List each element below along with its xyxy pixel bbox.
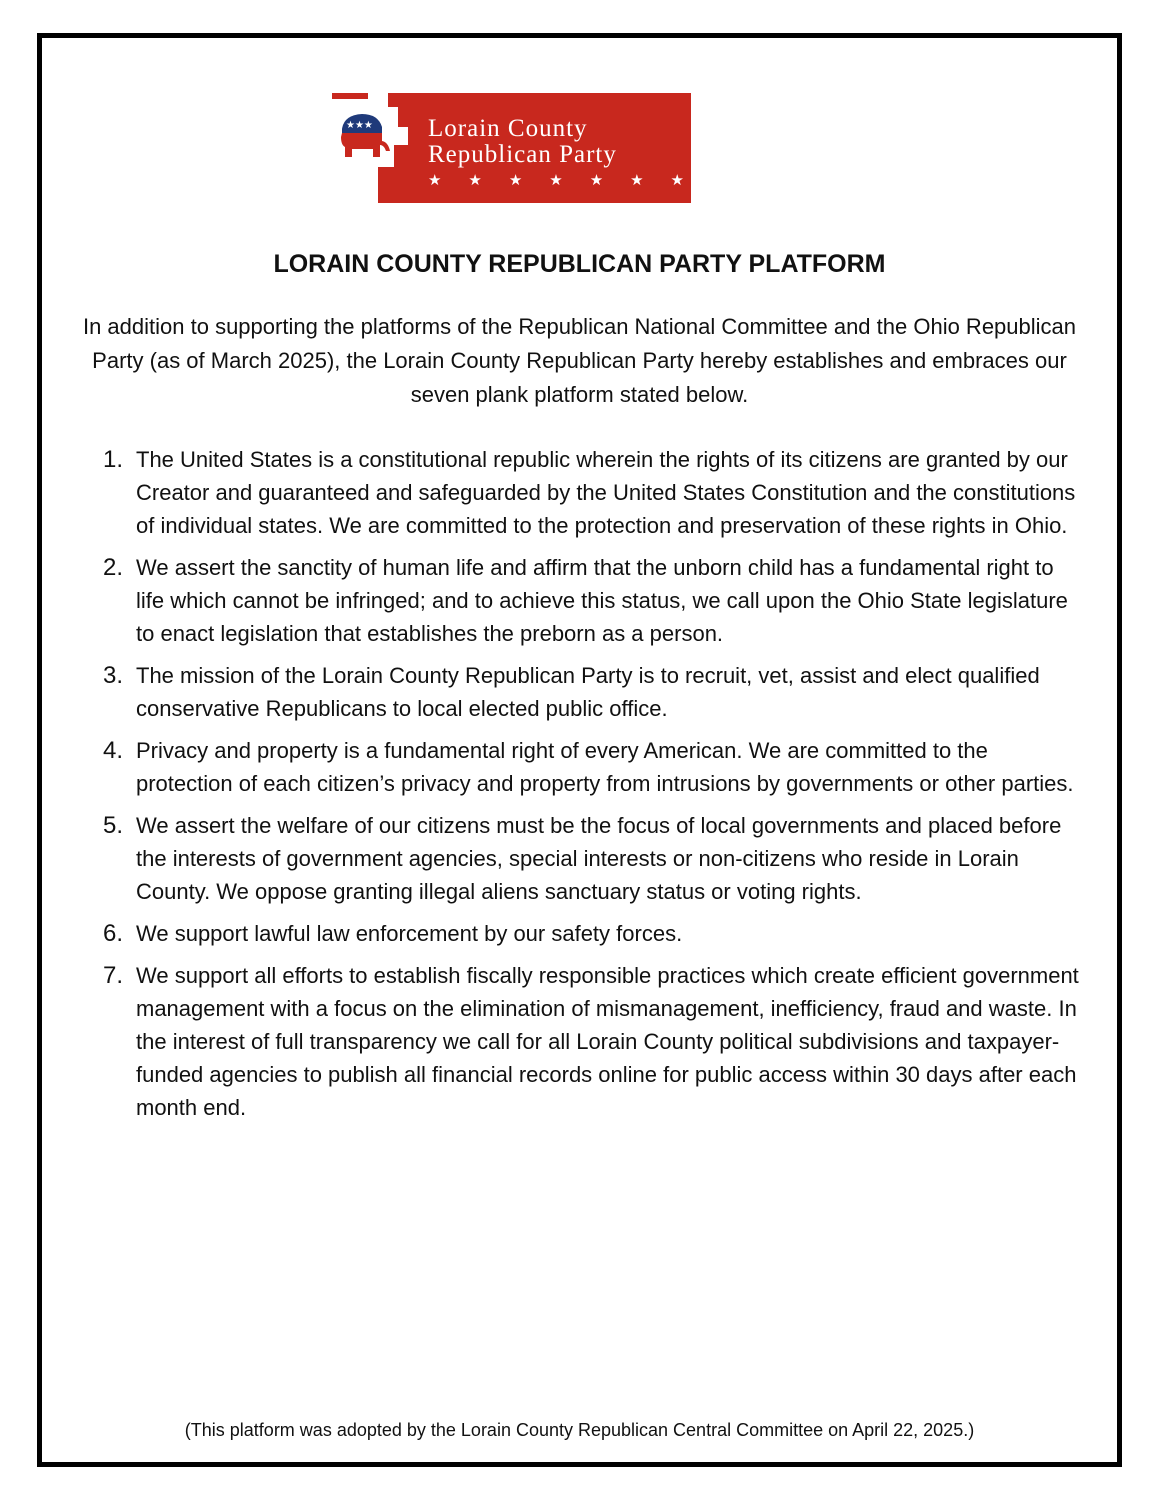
plank-number: 4.: [103, 737, 124, 764]
plank-number: 1.: [103, 446, 124, 473]
plank-number: 5.: [103, 812, 124, 839]
star-icon: ★: [589, 172, 604, 189]
plank-item-7: [0, 959, 1086, 1124]
plank-item-5: [0, 809, 1086, 908]
logo-text-line2: Republican Party: [428, 141, 617, 168]
star-icon: ★: [670, 172, 684, 189]
intro-paragraph: In addition to supporting the platforms of the Republican National Committee and the Ohio Republican Party (as of March 2025), the Lorain County Republican Party hereby establishes and embraces our seven plank platform stated below.: [82, 314, 1077, 407]
adoption-note: (This platform was adopted by the Lorain County Republican Central Committee on April 22, 2025.): [184, 1420, 975, 1440]
plank-number: 7.: [103, 962, 124, 989]
logo-text-line1: Lorain County: [428, 115, 588, 142]
plank-text: The mission of the Lorain County Republican Party is to recruit, vet, assist and elect qualified conservative Republicans to local elected public office.: [136, 663, 1040, 721]
logo-star-row: [428, 171, 684, 189]
plank-number: 3.: [103, 662, 124, 689]
platform-plank-list: [0, 443, 1159, 1133]
plank-text: We support all efforts to establish fiscally responsible practices which create efficient government management with a focus on the elimination of mismanagement, inefficiency, fraud and waste. In the interest of full transparency we call for all Lorain County political subdivisions and taxpayer-funded agencies to publish all financial records online for public access within 30 days after each month end.: [136, 963, 1079, 1120]
party-logo: [332, 93, 691, 203]
plank-item-1: [0, 443, 1086, 542]
star-icon: ★: [508, 172, 523, 189]
plank-text: Privacy and property is a fundamental right of every American. We are committed to the protection of each citizen’s privacy and property from intrusions by governments or other parties.: [136, 738, 1074, 796]
plank-text: We assert the welfare of our citizens must be the focus of local governments and placed before the interests of government agencies, special interests or non-citizens who reside in Lorain County. We oppose granting illegal aliens sanctuary status or voting rights.: [136, 813, 1062, 904]
page-title: LORAIN COUNTY REPUBLICAN PARTY PLATFORM: [273, 250, 886, 278]
star-icon: ★: [428, 172, 442, 189]
plank-item-2: [0, 551, 1086, 650]
plank-text: We support lawful law enforcement by our safety forces.: [136, 921, 683, 946]
plank-item-4: [0, 734, 1086, 800]
plank-item-3: [0, 659, 1086, 725]
plank-item-6: [0, 917, 1086, 950]
plank-number: 2.: [103, 554, 124, 581]
svg-text:★★★: ★★★: [346, 120, 373, 131]
plank-text: We assert the sanctity of human life and affirm that the unborn child has a fundamental right to life which cannot be infringed; and to achieve this status, we call upon the Ohio State legislature to enact legislation that establishes the preborn as a person.: [136, 555, 1068, 646]
plank-text: The United States is a constitutional republic wherein the rights of its citizens are granted by our Creator and guaranteed and safeguarded by the United States Constitution and the constitutions of individual states. We are committed to the protection and preservation of these rights in Ohio.: [136, 447, 1076, 538]
plank-number: 6.: [103, 920, 124, 947]
star-icon: ★: [630, 172, 644, 189]
star-icon: ★: [549, 172, 563, 189]
star-icon: ★: [468, 172, 482, 189]
